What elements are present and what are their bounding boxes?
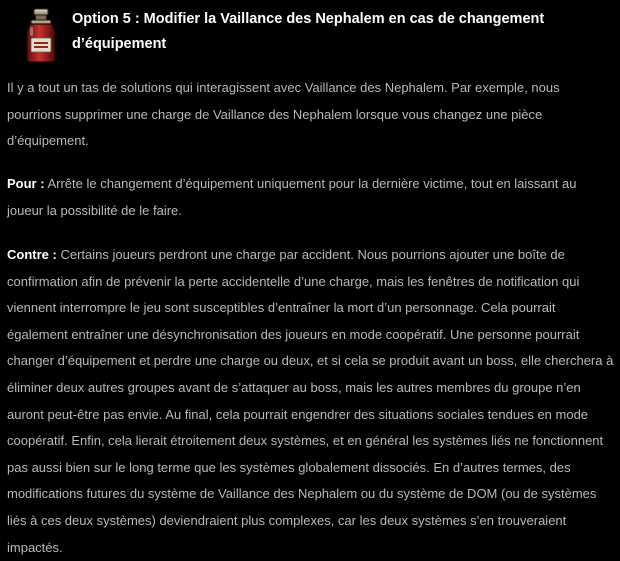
pour-label: Pour : — [7, 176, 45, 191]
contre-label: Contre : — [7, 247, 57, 262]
intro-paragraph: Il y a tout un tas de solutions qui interagissent avec Vaillance des Nephalem. Par exemple, nous pourrions supprimer une charge de Vaillance des Nephalem lorsque vous changez une pièce d’équipement. — [7, 80, 560, 149]
option-title: Option 5 : Modifier la Vaillance des Nephalem en cas de changement d’équipement — [72, 11, 545, 52]
pour-paragraph — [7, 171, 615, 224]
potion-icon — [21, 8, 61, 64]
contre-text: Certains joueurs perdront une charge par accident. Nous pourrions ajouter une boîte de confirmation afin de prévenir la perte accidentelle d’une charge, mais les fenêtres de notification qui viennent interrompre le jeu sont susceptibles d’entraîner la mort d’un personnage. Cela pourrait également entraîner une désynchronisation des joueurs en mode coopératif. Une personne pourrait changer d’équipement et perdre une charge ou deux, et si cela se produit avant un boss, elle cherchera à éliminer deux autres groupes avant de s’attaquer au boss, mais les autres membres du groupe n’en auront peut-être pas envie. Au final, cela pourrait engendrer des situations sociales tendues en mode coopératif. Enfin, cela lierait étroitement deux systèmes, et en général les systèmes liés ne fonctionnent pas aussi bien sur le long terme que les systèmes globalement dissociés. En d’autres termes, des modifications futures du système de Vaillance des Nephalem ou du système de DOM (ou de systèmes liés à ces deux systèmes) deviendraient plus complexes, car les deux systèmes s’en trouveraient impactés. — [7, 247, 614, 555]
option-header — [0, 0, 620, 66]
pour-text: Arrête le changement d’équipement uniquement pour la dernière victime, tout en laissant au joueur la possibilité de le faire. — [7, 176, 577, 218]
contre-paragraph — [7, 242, 615, 561]
